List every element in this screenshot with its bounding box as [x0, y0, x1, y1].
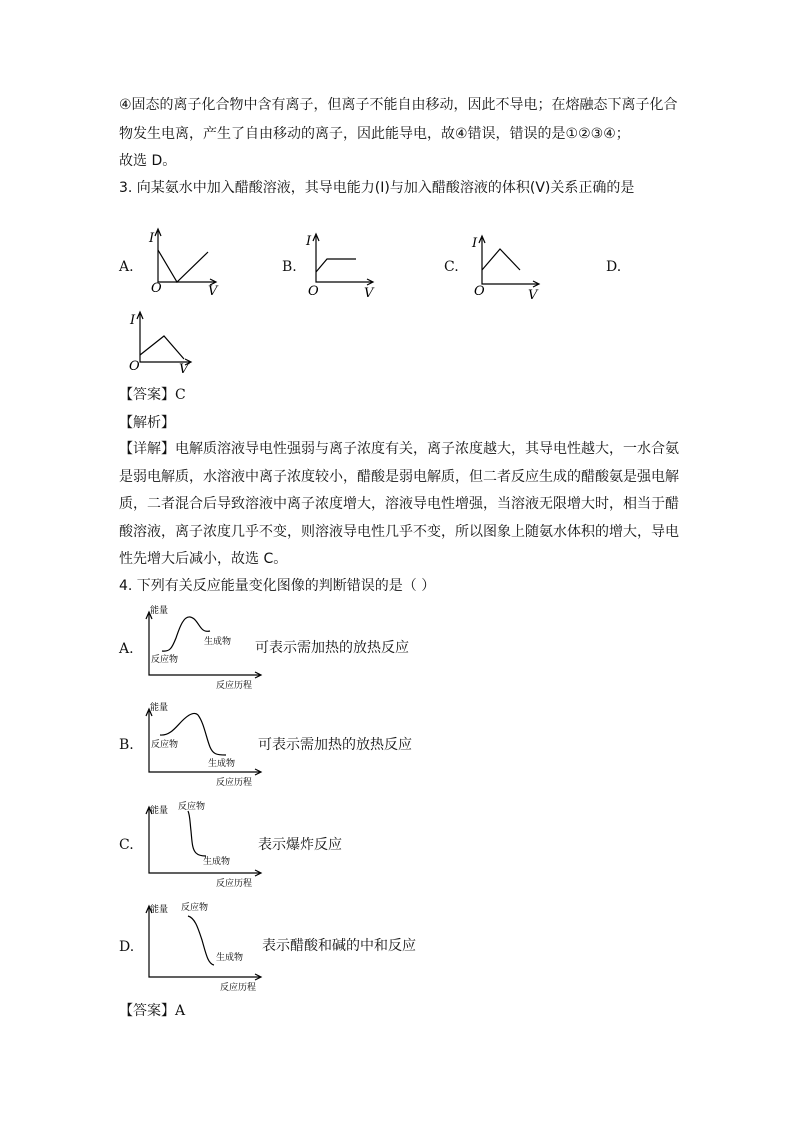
q4-graph-b-y-label: 能量: [150, 703, 169, 713]
q3-graph-d-x-label: V: [179, 362, 189, 377]
q3-option-c-letter: C.: [444, 259, 459, 275]
q3-graph-a-y-label: I: [149, 231, 155, 246]
q4-graph-d-axes: [149, 908, 260, 977]
q3-graph-d-y-label: I: [130, 313, 136, 328]
q4-graph-d-product: 生成物: [216, 953, 244, 963]
q3-graph-d: [122, 306, 212, 381]
q3-graph-a: [140, 225, 230, 300]
q4-option-a-letter: A.: [119, 641, 134, 657]
q3-graph-d-curve: [140, 336, 184, 359]
q3-detail-line-1: [119, 439, 679, 459]
q3-detail-line-2: 是弱电解质，水溶液中离子浓度较小，醋酸是弱电解质，但二者反应生成的醋酸氨是强电解: [119, 469, 679, 485]
q3-detail-line-3: 质，二者混合后导致溶液中离子浓度增大，溶液导电性增强，当溶液无限增大时，相当于醋: [119, 496, 679, 512]
q4-option-c-text: 表示爆炸反应: [258, 837, 342, 853]
q4-graph-d-x-label: 反应历程: [220, 983, 257, 993]
q4-graph-d: [140, 898, 270, 994]
q4-answer: [119, 1001, 185, 1021]
q4-graph-b-product: 生成物: [208, 759, 236, 769]
q4-graph-a: [140, 600, 270, 692]
q3-detail-line-5: 性先增大后减小，故选 C。: [119, 551, 288, 567]
q3-answer: [119, 385, 186, 405]
q3-graph-d-origin: O: [129, 359, 140, 374]
q4-graph-c-product: 生成物: [203, 857, 231, 867]
q4-graph-d-curve: [188, 916, 214, 965]
q4-graph-c-y-label: 能量: [150, 806, 169, 816]
q3-graph-b-y-label: I: [306, 234, 312, 249]
q4-option-b-text: 可表示需加热的放热反应: [258, 737, 412, 753]
q3-option-a-letter: A.: [119, 259, 134, 275]
q3-graph-a-axes: [158, 231, 215, 282]
q4-graph-a-curve: [162, 617, 210, 651]
q3-graph-c-curve: [482, 249, 520, 270]
q4-option-d-letter: D.: [119, 939, 135, 955]
q3-analysis-tag: 【解析】: [119, 415, 175, 431]
q4-graph-a-y-label: 能量: [150, 606, 169, 616]
q3-graph-b: [300, 230, 390, 305]
q4-graph-c: [140, 797, 270, 889]
q4-graph-c-reactant: 反应物: [178, 802, 206, 812]
q4-graph-d-reactant: 反应物: [181, 903, 209, 913]
q3-detail-line-4: 酸溶液，离子浓度几乎不变，则溶液导电性几乎不变，所以图象上随氨水体积的增大，导电: [119, 524, 679, 540]
q4-graph-a-product: 生成物: [204, 637, 232, 647]
q3-detail-text-1: 电解质溶液导电性强弱与离子浓度有关，离子浓度越大，其导电性越大，一水合氨: [175, 441, 679, 457]
prev-answer-line-2: 物发生电离，产生了自由移动的离子，因此能导电，故④错误，错误的是①②③④；: [119, 126, 630, 142]
q4-option-c-letter: C.: [119, 837, 134, 853]
q3-graph-c-x-label: V: [528, 288, 538, 303]
q4-graph-a-reactant: 反应物: [151, 655, 179, 665]
q3-answer-value: C: [175, 387, 186, 403]
q3-graph-b-origin: O: [308, 284, 319, 299]
q3-option-d-letter: D.: [606, 259, 622, 275]
q4-graph-c-x-label: 反应历程: [216, 879, 253, 889]
prev-answer-line-1: ④固态的离子化合物中含有离子，但离子不能自由移动，因此不导电；在熔融态下离子化合: [119, 97, 678, 113]
q4-option-a-text: 可表示需加热的放热反应: [255, 640, 409, 656]
q3-graph-b-x-label: V: [364, 286, 374, 301]
q3-detail-tag: 【详解】: [119, 441, 175, 457]
q3-graph-b-curve: [316, 259, 356, 272]
q3-answer-tag: 【答案】: [119, 387, 175, 403]
q4-option-d-text: 表示醋酸和碱的中和反应: [262, 938, 416, 954]
q4-graph-c-curve: [188, 811, 206, 856]
q3-graph-a-x-label: V: [208, 284, 218, 299]
q3-graph-c: [466, 232, 556, 307]
q4-answer-tag: 【答案】: [119, 1003, 175, 1019]
q4-graph-a-x-label: 反应历程: [216, 681, 253, 691]
q3-graph-a-origin: O: [151, 281, 162, 296]
q3-graph-c-y-label: I: [472, 236, 478, 251]
q4-graph-b: [140, 697, 270, 789]
q4-graph-b-x-label: 反应历程: [216, 778, 253, 788]
q4-graph-b-reactant: 反应物: [151, 740, 179, 750]
q4-option-b-letter: B.: [119, 737, 134, 753]
q4-graph-d-y-label: 能量: [150, 905, 169, 915]
q4-answer-value: A: [175, 1003, 186, 1019]
question-4-stem: 4. 下列有关反应能量变化图像的判断错误的是（ ）: [119, 578, 436, 594]
question-3-stem: 3. 向某氨水中加入醋酸溶液，其导电能力(I)与加入醋酸溶液的体积(V)关系正确的是: [119, 180, 635, 196]
q3-graph-c-origin: O: [474, 284, 485, 299]
q3-graph-a-curve: [158, 250, 208, 282]
q3-option-b-letter: B.: [282, 259, 297, 275]
prev-answer-line-3: 故选 D。: [119, 153, 177, 169]
